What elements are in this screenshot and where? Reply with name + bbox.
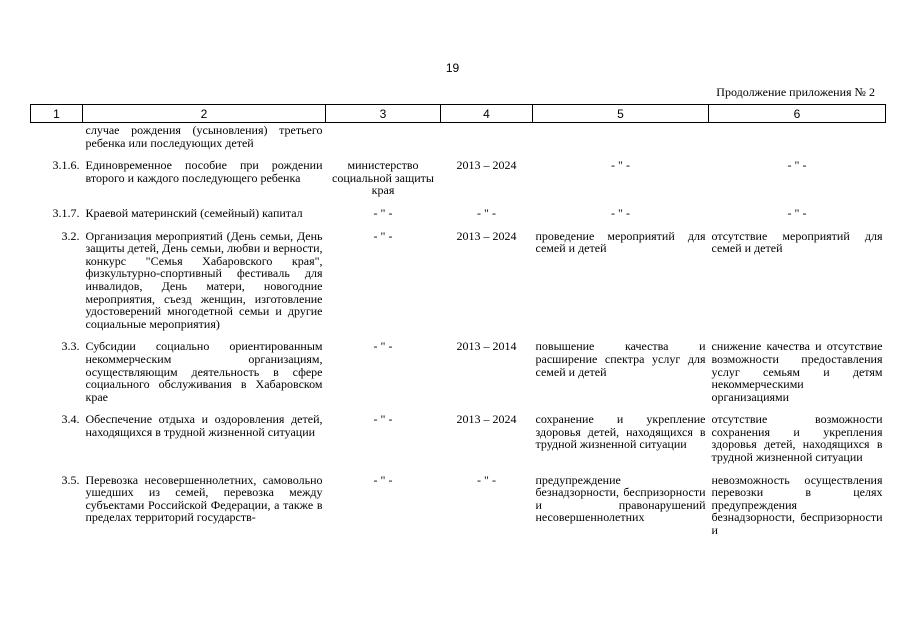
period: 2013 – 2024 [456, 228, 517, 243]
activity-title: Единовременное пособие при рождении второго и каждого последующего ребенка [85, 158, 323, 185]
row-number: 3.5. [61, 472, 80, 487]
table-body [31, 123, 886, 547]
period [441, 123, 533, 160]
period: - " - [477, 205, 496, 220]
row-number: 3.3. [61, 339, 80, 354]
expected-result: проведение мероприятий для семей и детей [535, 228, 706, 256]
risk: невозможность осуществления перевозки в целях предупреждения безнадзорности, беспризорности и [711, 472, 883, 538]
activity-title: Обеспечение отдыха и оздоровления детей, находящихся в трудной жизненной ситуации [85, 412, 323, 439]
activity-title: Краевой материнский (семейный) капитал [85, 205, 303, 220]
period: 2013 – 2024 [456, 412, 517, 427]
executor: министерство социальной защиты края [332, 158, 434, 198]
expected-result [533, 123, 709, 160]
table-row [31, 159, 886, 207]
column-header: 4 [441, 105, 533, 123]
row-number: 3.2. [61, 228, 80, 243]
risk: отсутствие мероприятий для семей и детей [711, 228, 883, 256]
page-number: 19 [445, 61, 460, 75]
expected-result: - " - [611, 205, 630, 220]
table-row [31, 207, 886, 230]
row-number: 3.1.6. [52, 158, 80, 173]
appendix-title: Продолжение приложения № 2 [716, 85, 875, 99]
risk: снижение качества и отсутствие возможности предоставления услуг семьям и детям некоммерческими организациями [711, 339, 883, 404]
expected-result: сохранение и укрепление здоровья детей, находящихся в трудной жизненной ситуации [535, 412, 706, 452]
risk: - " - [787, 158, 807, 173]
risk [709, 123, 886, 160]
activity-title: Перевозка несовершеннолетних, самовольно ушедших из семей, перевозка между субъектами Российской Федерации, а также в пределах территорий государств- [85, 472, 323, 525]
activity-title: случае рождения (усыновления) третьего ребенка или последующих детей [85, 123, 323, 150]
program-table [30, 104, 886, 547]
executor [326, 123, 441, 160]
column-header: 3 [326, 105, 441, 123]
table-row [31, 230, 886, 341]
executor: - " - [373, 228, 393, 243]
column-header: 5 [533, 105, 709, 123]
activity-title: Организация мероприятий (День семьи, День защиты детей, День семьи, любви и верности, конкурс "Семья Хабаровского края", физкультурно-спортивный фестиваль для инвалидов, День матери, новогодние мероприятия, съезд женщин, изготовление удостоверений многодетной семьи и другие социальные мероприятия) [85, 228, 323, 331]
table-row [31, 123, 886, 160]
executor: - " - [373, 205, 393, 220]
risk: отсутствие возможности сохранения и укрепления здоровья детей, находящихся в трудной жизненной ситуации [711, 412, 883, 465]
row-number [31, 123, 83, 160]
column-header: 6 [709, 105, 886, 123]
table-row [31, 413, 886, 473]
table-row [31, 474, 886, 547]
period: 2013 – 2014 [456, 339, 517, 354]
period: 2013 – 2024 [456, 158, 517, 173]
executor: - " - [373, 472, 393, 487]
row-number: 3.4. [61, 412, 80, 427]
column-header: 1 [31, 105, 83, 123]
activity-title: Субсидии социально ориентированным некоммерческим организациям, осуществляющим деятельность в сфере социального обслуживания в Хабаровском крае [85, 339, 323, 404]
executor: - " - [373, 339, 393, 354]
expected-result: повышение качества и расширение спектра услуг для семей и детей [535, 339, 706, 379]
row-number: 3.1.7. [52, 205, 80, 220]
column-header: 2 [83, 105, 326, 123]
period: - " - [477, 472, 496, 487]
expected-result: предупреждение безнадзорности, беспризорности и правонарушений несовершеннолетних [535, 472, 706, 525]
table-row [31, 340, 886, 413]
executor: - " - [373, 412, 393, 427]
risk: - " - [787, 205, 807, 220]
expected-result: - " - [611, 158, 630, 173]
table-header [31, 105, 886, 123]
